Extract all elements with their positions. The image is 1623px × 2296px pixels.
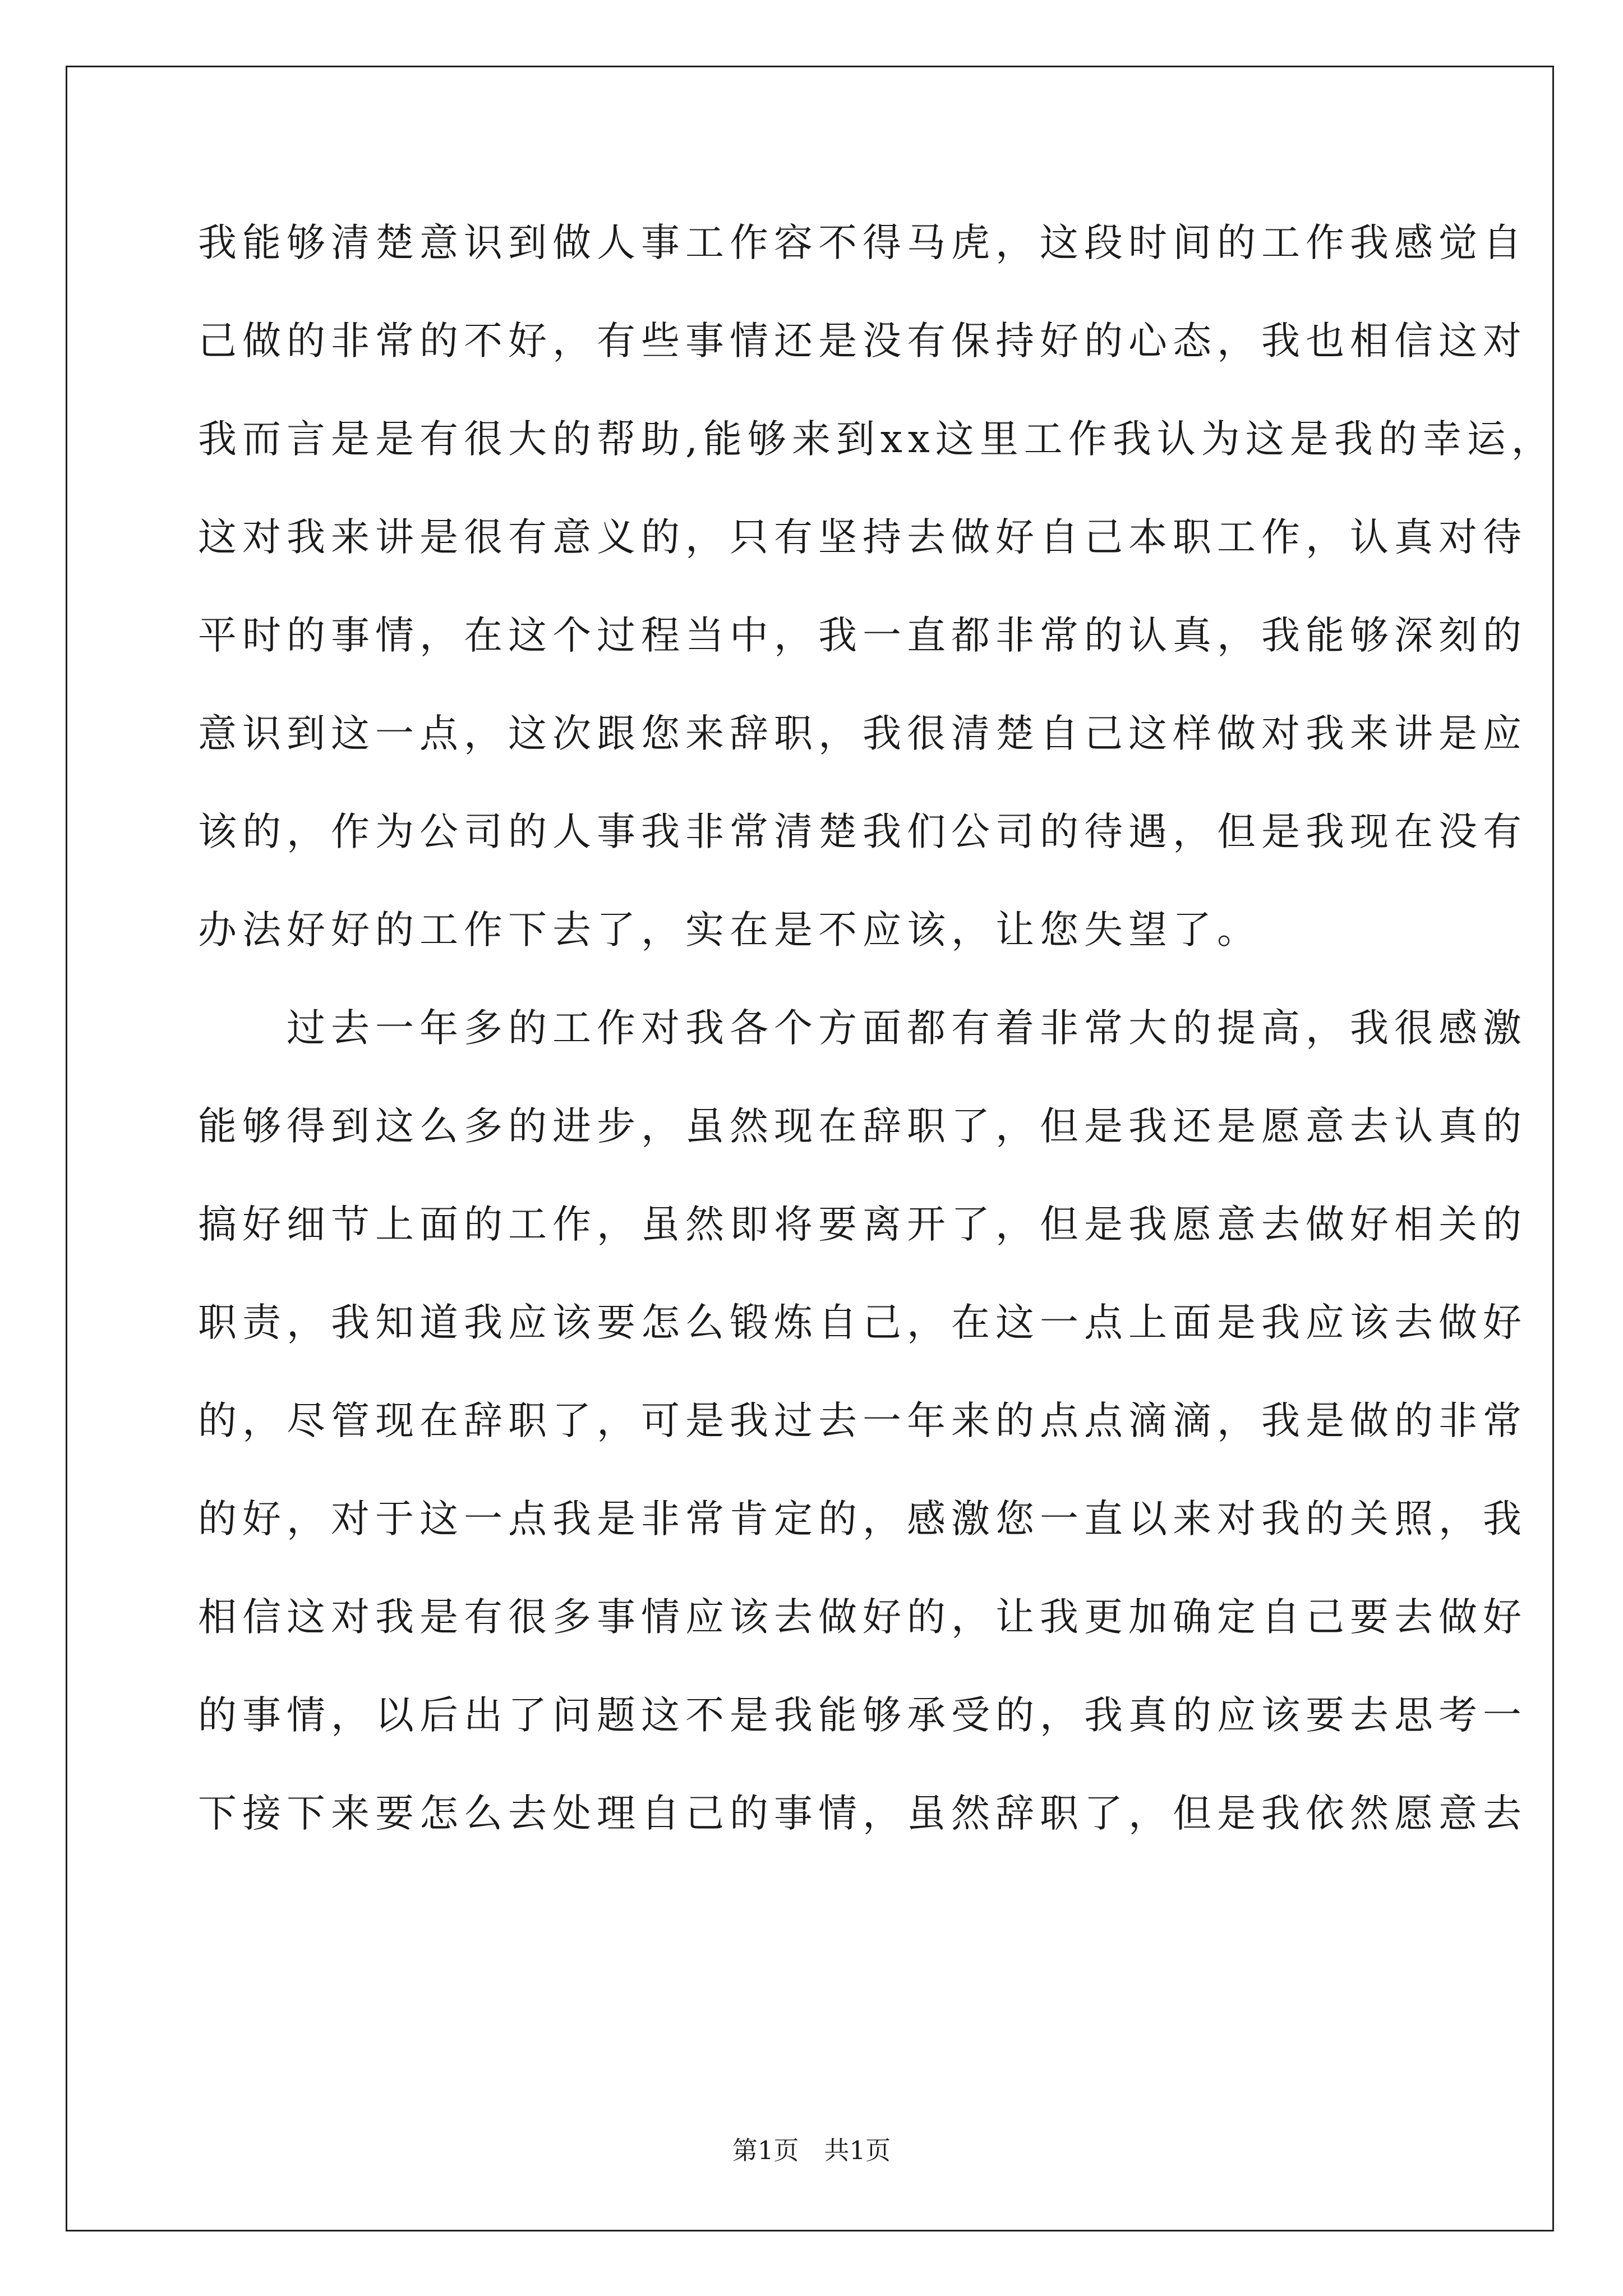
text-line: 职责，我知道我应该要怎么锻炼自己，在这一点上面是我应该去做好	[198, 1300, 1527, 1345]
text-line: 能够得到这么多的进步，虽然现在辞职了，但是我还是愿意去认真的	[198, 1104, 1527, 1149]
text-line: 的，尽管现在辞职了，可是我过去一年来的点点滴滴，我是做的非常	[198, 1398, 1527, 1443]
text-line: 办法好好的工作下去了，实在是不应该，让您失望了。	[198, 908, 1261, 953]
text-line: 相信这对我是有很多事情应该去做好的，让我更加确定自己要去做好	[198, 1595, 1527, 1640]
text-line: 平时的事情，在这个过程当中，我一直都非常的认真，我能够深刻的	[198, 613, 1527, 658]
text-line: 搞好细节上面的工作，虽然即将要离开了，但是我愿意去做好相关的	[198, 1202, 1527, 1247]
text-line: 的好，对于这一点我是非常肯定的，感激您一直以来对我的关照，我	[198, 1497, 1527, 1542]
text-line: 意识到这一点，这次跟您来辞职，我很清楚自己这样做对我来讲是应	[198, 711, 1527, 756]
text-line: 我而言是是有很大的帮助,能够来到xx这里工作我认为这是我的幸运，	[198, 417, 1556, 462]
text-line: 我能够清楚意识到做人事工作容不得马虎，这段时间的工作我感觉自	[198, 220, 1527, 265]
text-line: 的事情，以后出了问题这不是我能够承受的，我真的应该要去思考一	[198, 1693, 1527, 1738]
document-body	[198, 220, 1556, 1889]
text-line: 这对我来讲是很有意义的，只有坚持去做好自己本职工作，认真对待	[198, 515, 1527, 560]
text-line: 下接下来要怎么去处理自己的事情，虽然辞职了，但是我依然愿意去	[198, 1791, 1527, 1836]
text-line: 该的，作为公司的人事我非常清楚我们公司的待遇，但是我现在没有	[198, 809, 1527, 854]
page-number-footer: 第1页 共1页	[732, 2136, 891, 2165]
text-line: 过去一年多的工作对我各个方面都有着非常大的提高，我很感激	[198, 1006, 1527, 1051]
text-line: 己做的非常的不好，有些事情还是没有保持好的心态，我也相信这对	[198, 319, 1527, 364]
